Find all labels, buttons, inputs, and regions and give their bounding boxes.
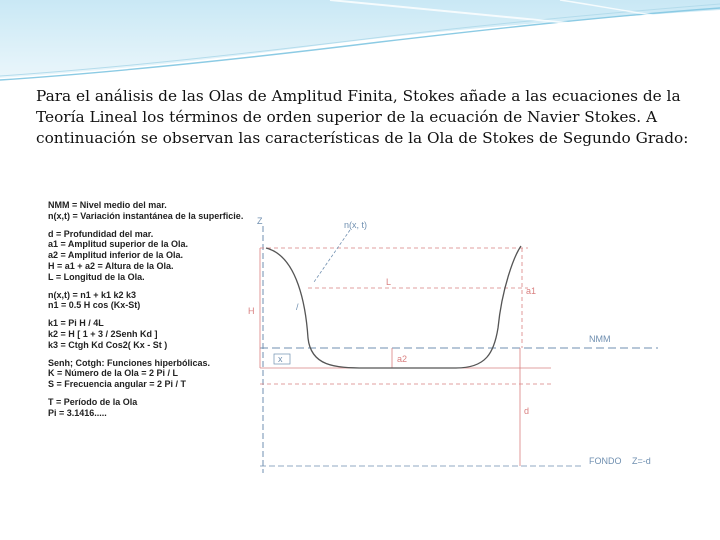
eta-pointer [314, 230, 350, 282]
h-label: H [248, 306, 255, 316]
eta-small-label: / [296, 302, 299, 312]
legend-line: L = Longitud de la Ola. [48, 271, 145, 282]
legend-line: S = Frecuencia angular = 2 Pi / T [48, 379, 187, 390]
legend-line: Pi = 3.1416..... [48, 407, 107, 418]
x-label: x [278, 354, 283, 364]
z-eq-label: Z=-d [632, 456, 651, 466]
nmm-label: NMM [589, 334, 611, 344]
legend-line: k3 = Ctgh Kd Cos2( Kx - St ) [48, 339, 168, 350]
legend-line: NMM = Nivel medio del mar. [48, 200, 167, 210]
legend-line: a2 = Amplitud inferior de la Ola. [48, 250, 183, 261]
fondo-label: FONDO [589, 456, 622, 466]
legend-line: T = Período de la Ola [48, 396, 138, 407]
l-label: L [386, 277, 392, 287]
legend-line: n1 = 0.5 H cos (Kx-St) [48, 300, 141, 311]
header-wave-decoration [0, 0, 720, 90]
legend-line: k2 = H [ 1 + 3 / 2Senh Kd ] [48, 328, 158, 339]
z-axis-label: Z [257, 216, 263, 226]
stokes-wave-figure [36, 188, 668, 498]
a1-label: a1 [526, 286, 537, 296]
legend-line: n(x,t) = n1 + k1 k2 k3 [48, 289, 137, 300]
legend-line: k1 = Pi H / 4L [48, 318, 104, 329]
legend-line: a1 = Amplitud superior de la Ola. [48, 239, 188, 250]
legend-line: K = Número de la Ola = 2 Pi / L [48, 368, 179, 379]
wave-profile [266, 246, 521, 368]
legend-line: n(x,t) = Variación instantánea de la superficie. [48, 210, 244, 221]
d-label: d [524, 406, 530, 416]
legend-line: H = a1 + a2 = Altura de la Ola. [48, 260, 174, 271]
a2-label: a2 [397, 354, 408, 364]
intro-paragraph: Para el análisis de las Olas de Amplitud Finita, Stokes añade a las ecuaciones de la Teoría Lineal los términos de orden superior de la ecuación de Navier Stokes. A continuación se observan las características de la Ola de Stokes de Segundo Grado: [36, 87, 689, 147]
legend-line: Senh; Cotgh: Funciones hiperbólicas. [48, 357, 211, 368]
legend-block [48, 200, 248, 419]
legend-line: d = Profundidad del mar. [48, 228, 154, 239]
eta-label: n(x, t) [344, 220, 368, 230]
